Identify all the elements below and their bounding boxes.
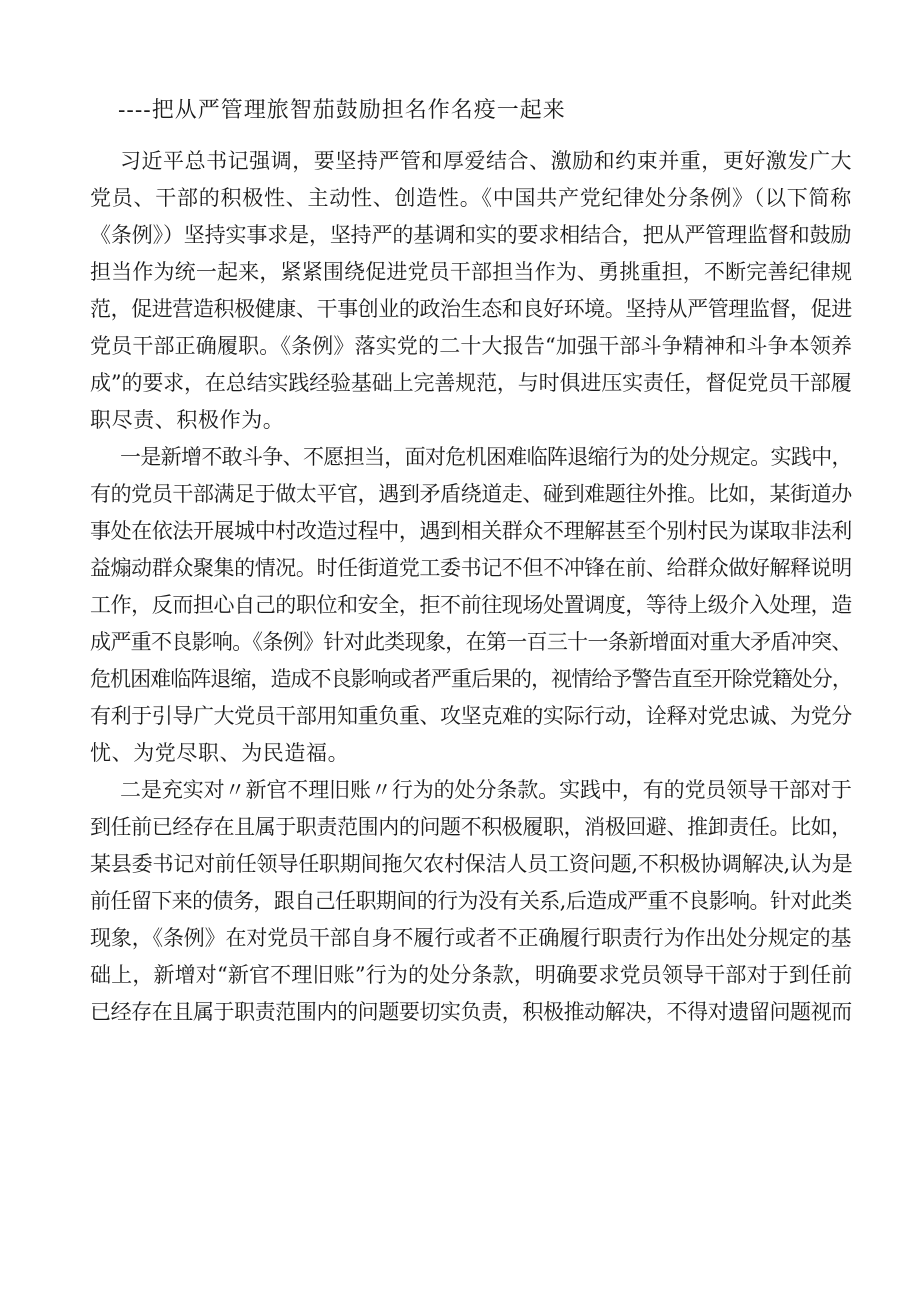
text-line: 益煽动群众聚集的情况。时任街道党工委书记不但不冲锋在前、给群众做好解释说明 <box>90 556 852 580</box>
text-line: 现象，《条例》在对党员干部自身不履行或者不正确履行职责行为作出处分规定的基 <box>90 926 852 950</box>
text-line: 危机困难临阵退缩，造成不良影响或者严重后果的，视情给予警告直至开除党籍处分， <box>90 667 852 691</box>
text-line: 党员、干部的积极性、主动性、创造性。《中国共产党纪律处分条例》（以下简称 <box>90 186 852 210</box>
text-line: 党员干部正确履职。《条例》落实党的二十大报告“加强干部斗争精神和斗争本领养 <box>90 334 853 358</box>
text-line: 职尽责、积极作为。 <box>90 408 285 432</box>
text-line: 有的党员干部满足于做太平官，遇到矛盾绕道走、碰到难题往外推。比如，某街道办 <box>90 482 852 506</box>
text-line: 忧、为党尽职、为民造福。 <box>90 741 350 765</box>
text-line: 一是新增不敢斗争、不愿担当，面对危机困难临阵退缩行为的处分规定。实践中， <box>120 445 852 469</box>
text-line: 到任前已经存在且属于职责范围内的问题不积极履职，消极回避、推卸责任。比如， <box>90 815 852 839</box>
text-line: 习近平总书记强调，要坚持严管和厚爱结合、激励和约束并重，更好激发广大 <box>120 149 853 173</box>
text-line: 已经存在且属于职责范围内的问题要切实负责，积极推动解决，不得对遗留问题视而 <box>90 1000 852 1024</box>
text-line: 工作，反而担心自己的职位和安全，拒不前往现场处置调度，等待上级介入处理，造 <box>90 593 852 617</box>
text-line: 二是充实对〃新官不理旧账〃行为的处分条款。实践中，有的党员领导干部对于 <box>120 778 852 802</box>
text-line: 前任留下来的债务，跟自己任职期间的行为没有关系,后造成严重不良影响。针对此类 <box>90 889 852 913</box>
text-line: 范，促进营造积极健康、干事创业的政治生态和良好环境。坚持从严管理监督，促进 <box>90 297 852 321</box>
text-line: 有利于引导广大党员干部用知重负重、攻坚克难的实际行动，诠释对党忠诚、为党分 <box>90 704 852 728</box>
text-line: 成严重不良影响。《条例》针对此类现象，在第一百三十一条新增面对重大矛盾冲突、 <box>90 630 852 654</box>
text-line: 某县委书记对前任领导任职期间拖欠农村保洁人员工资问题,不积极协调解决,认为是 <box>90 852 853 876</box>
text-line: 《条例》）坚持实事求是，坚持严的基调和实的要求相结合，把从严管理监督和鼓励 <box>90 223 852 247</box>
text-line: 担当作为统一起来，紧紧围绕促进党员干部担当作为、勇挑重担，不断完善纪律规 <box>90 260 853 284</box>
document-title: ----把从严管理旅智茄鼓励担名作名疫一起来 <box>118 98 566 123</box>
text-line: 事处在依法开展城中村改造过程中，遇到相关群众不理解甚至个别村民为谋取非法利 <box>90 519 852 543</box>
text-line: 础上，新增对“新官不理旧账”行为的处分条款，明确要求党员领导干部对于到任前 <box>90 963 853 987</box>
text-line: 成”的要求，在总结实践经验基础上完善规范，与时俱进压实责任，督促党员干部履 <box>90 371 852 395</box>
